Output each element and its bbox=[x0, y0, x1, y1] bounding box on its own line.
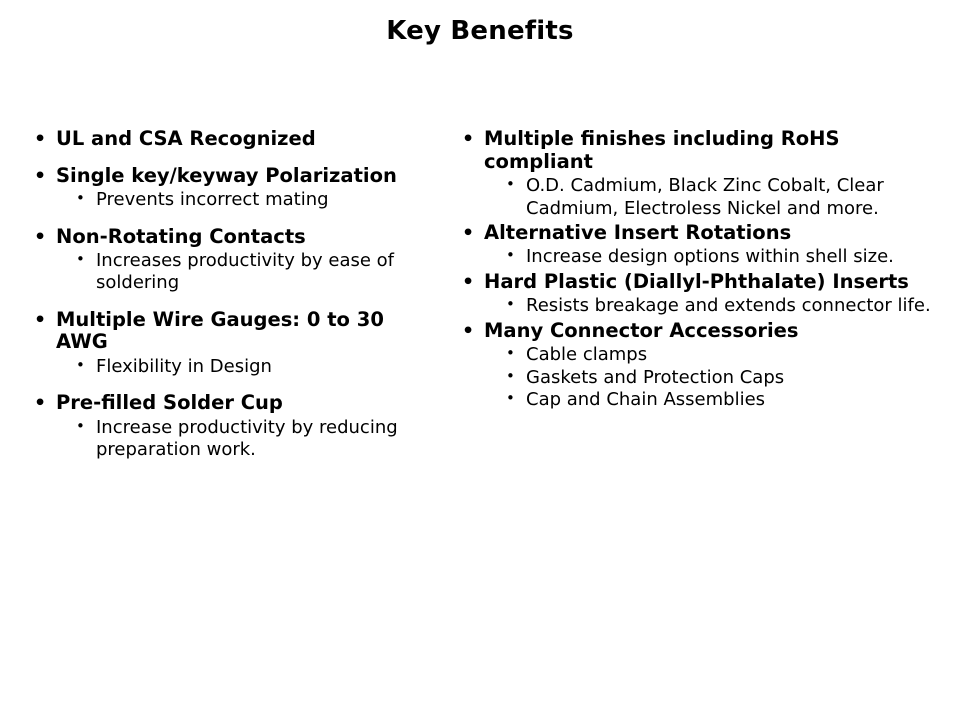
sub-list-item bbox=[66, 189, 440, 211]
list-item bbox=[26, 392, 440, 461]
list-item-label: Hard Plastic (Diallyl-Phthalate) Inserts bbox=[484, 269, 909, 293]
sub-bullet-icon: • bbox=[76, 416, 85, 435]
sub-bullet-list bbox=[66, 356, 440, 378]
sub-list-item bbox=[66, 356, 440, 378]
list-item bbox=[454, 222, 940, 269]
bullet-icon: • bbox=[34, 128, 47, 150]
sub-bullet-list bbox=[496, 175, 940, 220]
sub-list-item-label: Prevents incorrect mating bbox=[96, 189, 329, 211]
sub-list-item bbox=[496, 175, 940, 220]
sub-list-item-label: Gaskets and Protection Caps bbox=[526, 366, 785, 388]
sub-bullet-icon: • bbox=[506, 295, 515, 314]
sub-bullet-list bbox=[496, 246, 940, 268]
list-item-label: Alternative Insert Rotations bbox=[484, 220, 792, 244]
list-item-label: Many Connector Accessories bbox=[484, 318, 799, 342]
sub-bullet-list bbox=[496, 295, 940, 317]
list-item-label: UL and CSA Recognized bbox=[56, 127, 316, 150]
sub-bullet-list bbox=[66, 417, 440, 462]
sub-list-item bbox=[496, 389, 940, 411]
sub-list-item-label: Increase productivity by reducing preparation work. bbox=[96, 416, 398, 461]
sub-list-item-label: Resists breakage and extends connector life. bbox=[526, 295, 931, 317]
sub-bullet-icon: • bbox=[506, 366, 515, 385]
sub-bullet-icon: • bbox=[76, 250, 85, 269]
list-item bbox=[26, 128, 440, 151]
bullet-icon: • bbox=[34, 392, 47, 415]
list-item-label: Single key/keyway Polarization bbox=[56, 163, 397, 187]
sub-list-item-label: Increase design options within shell size. bbox=[526, 246, 894, 268]
page-title: Key Benefits bbox=[386, 16, 574, 46]
bullet-icon: • bbox=[34, 308, 47, 331]
list-item bbox=[454, 271, 940, 318]
right-bullet-list bbox=[454, 128, 940, 411]
sub-list-item-label: O.D. Cadmium, Black Zinc Cobalt, Clear Cadmium, Electroless Nickel and more. bbox=[526, 175, 884, 219]
left-column bbox=[0, 128, 440, 476]
list-item bbox=[26, 226, 440, 295]
sub-list-item bbox=[496, 295, 940, 317]
list-item-label: Non-Rotating Contacts bbox=[56, 224, 306, 248]
list-item bbox=[26, 309, 440, 379]
sub-bullet-icon: • bbox=[506, 388, 515, 407]
sub-list-item bbox=[496, 344, 940, 366]
sub-bullet-icon: • bbox=[506, 344, 515, 363]
sub-list-item bbox=[496, 246, 940, 268]
sub-list-item-label: Flexibility in Design bbox=[96, 355, 272, 377]
bullet-icon: • bbox=[462, 270, 475, 293]
bullet-icon: • bbox=[34, 164, 47, 187]
left-bullet-list bbox=[26, 128, 440, 462]
list-item bbox=[454, 320, 940, 412]
sub-list-item-label: Cable clamps bbox=[526, 344, 648, 366]
list-item bbox=[26, 165, 440, 212]
sub-list-item-label: Cap and Chain Assemblies bbox=[526, 388, 766, 410]
sub-bullet-icon: • bbox=[506, 246, 515, 265]
list-item-label: Multiple finishes including RoHS compliant bbox=[484, 127, 840, 173]
sub-list-item-label: Increases productivity by ease of soldering bbox=[96, 250, 395, 294]
right-column bbox=[440, 128, 940, 413]
sub-bullet-list bbox=[66, 189, 440, 211]
sub-bullet-list bbox=[496, 344, 940, 411]
bullet-icon: • bbox=[462, 221, 475, 244]
sub-list-item bbox=[66, 417, 440, 462]
sub-bullet-icon: • bbox=[76, 189, 85, 208]
sub-bullet-icon: • bbox=[76, 355, 85, 374]
list-item-label: Multiple Wire Gauges: 0 to 30 AWG bbox=[56, 307, 384, 354]
bullet-icon: • bbox=[34, 225, 47, 248]
sub-list-item bbox=[66, 250, 440, 295]
list-item-label: Pre-filled Solder Cup bbox=[56, 391, 283, 415]
sub-bullet-list bbox=[66, 250, 440, 295]
sub-list-item bbox=[496, 367, 940, 389]
bullet-icon: • bbox=[462, 319, 475, 342]
bullet-icon: • bbox=[462, 128, 475, 150]
slide-body bbox=[0, 128, 960, 476]
sub-bullet-icon: • bbox=[506, 175, 515, 194]
list-item bbox=[454, 128, 940, 220]
